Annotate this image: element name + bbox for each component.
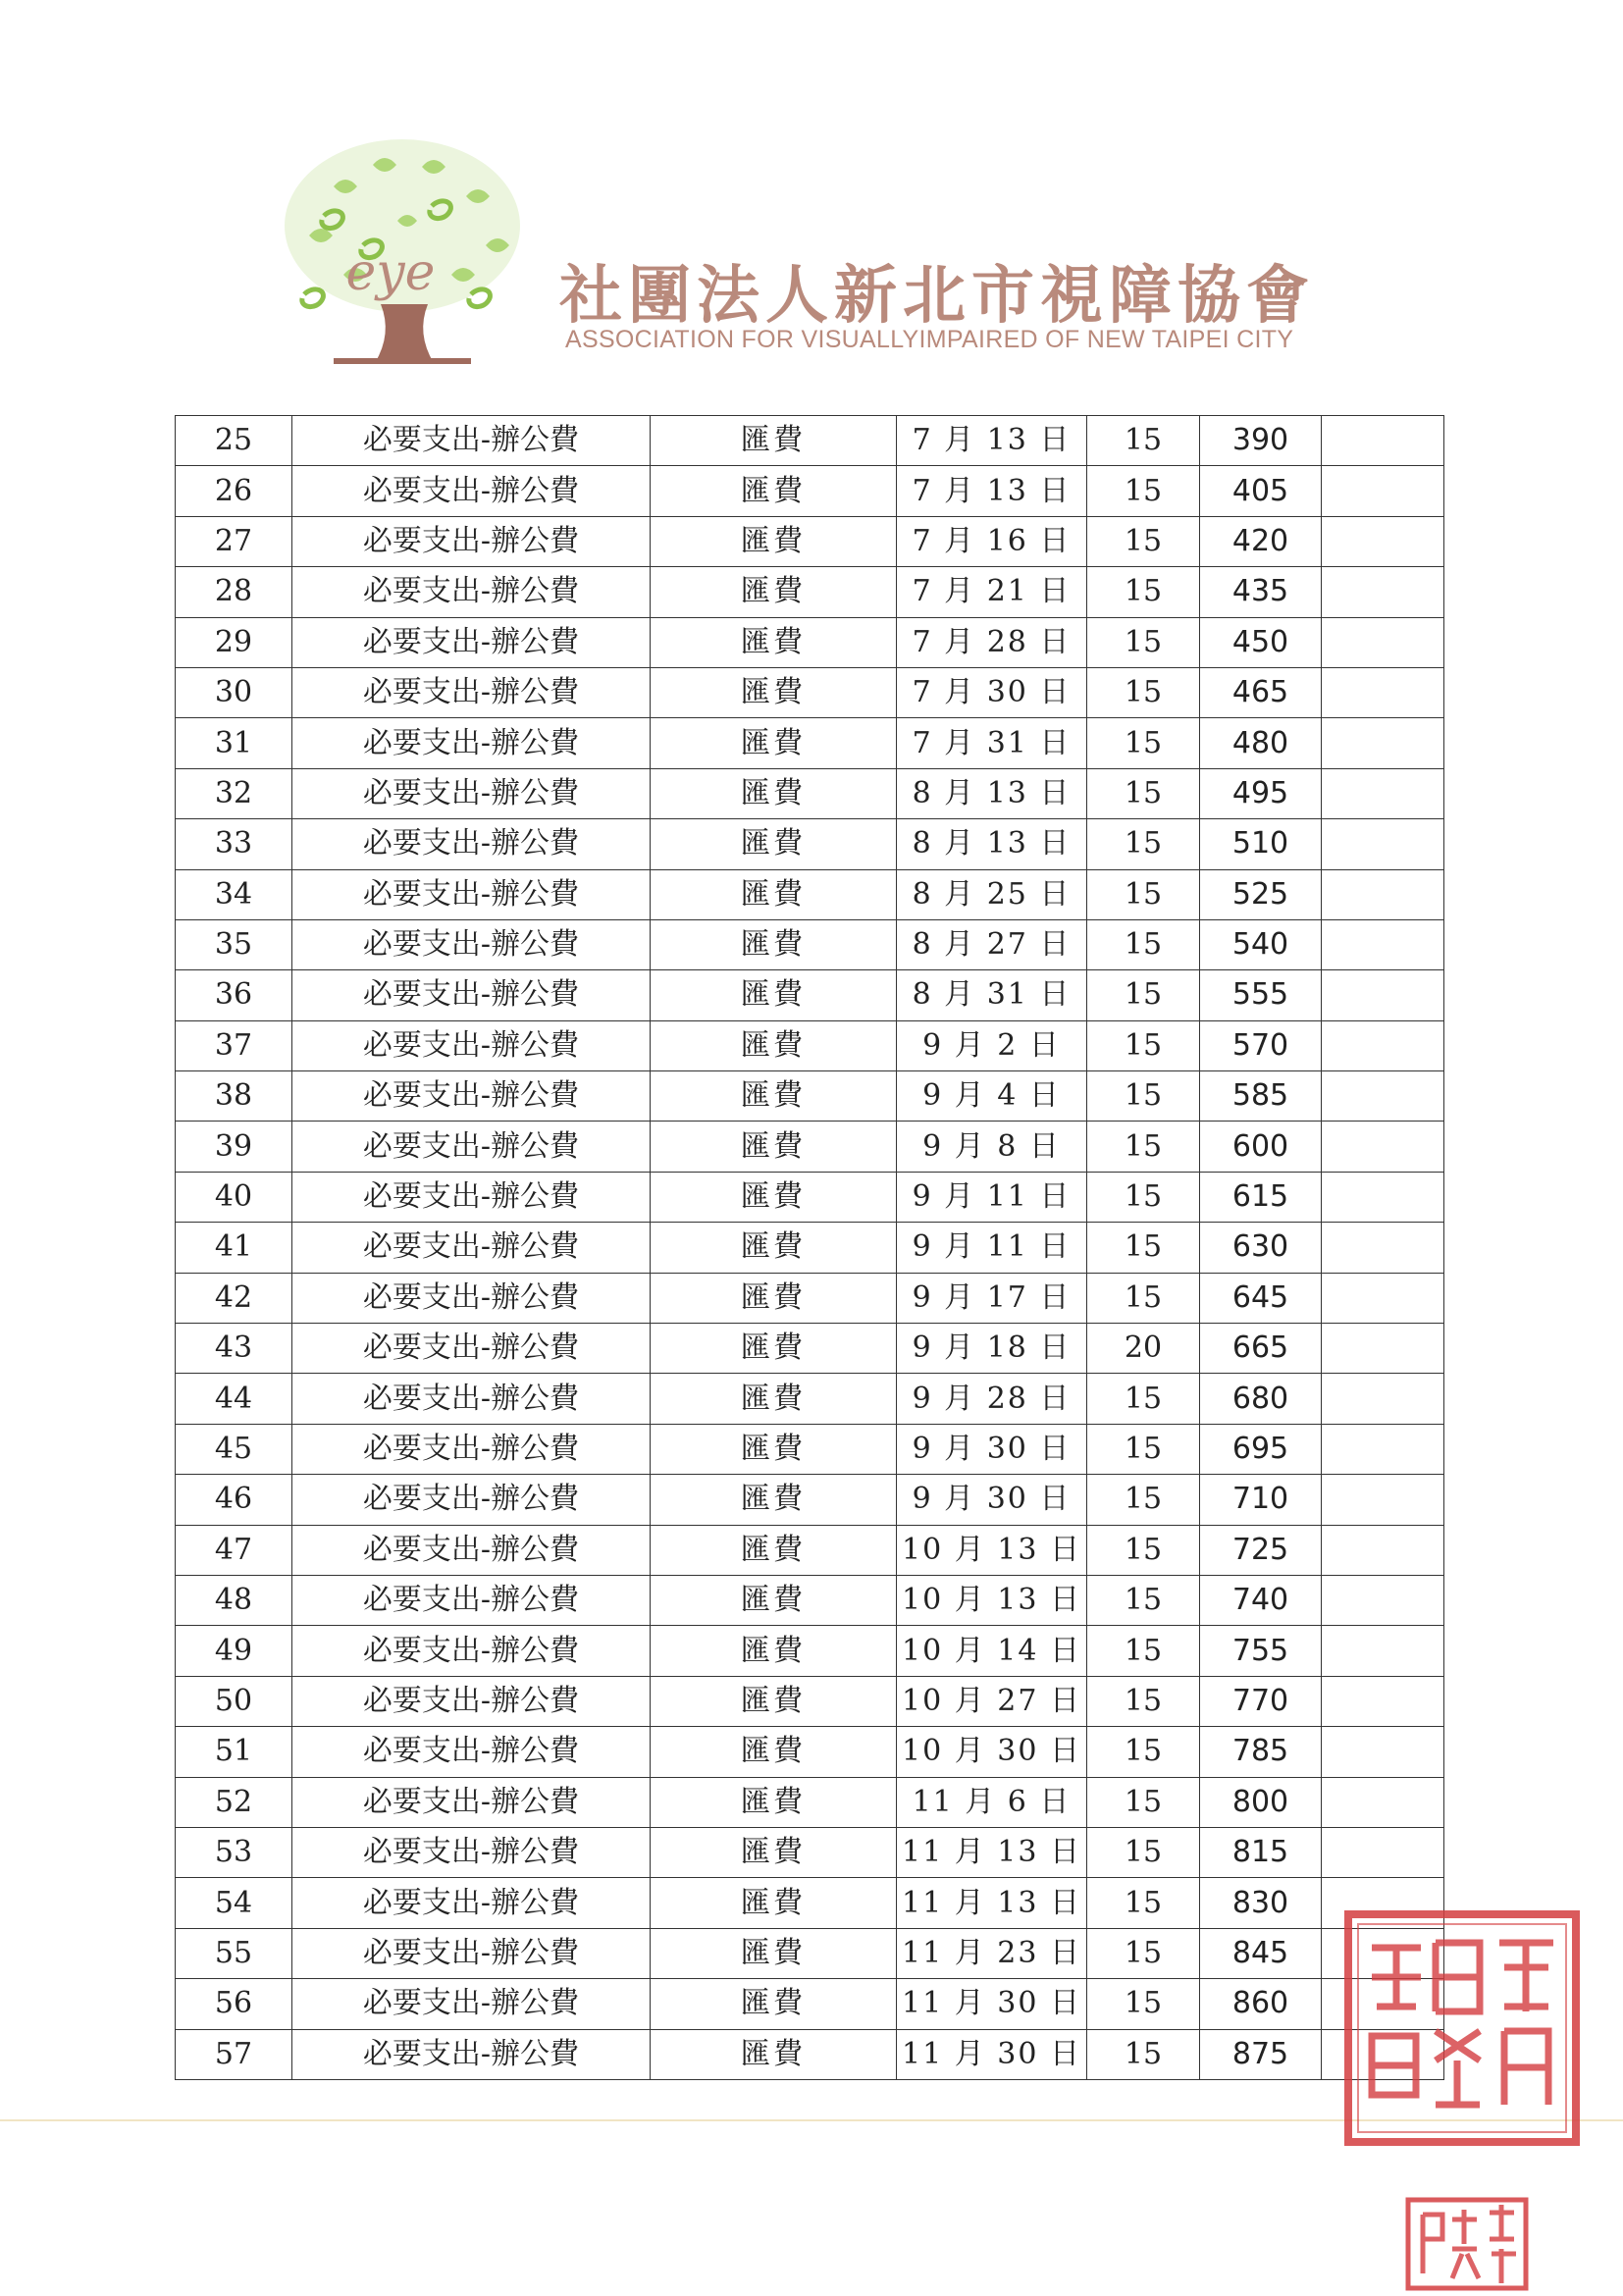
row-balance: 450 [1200, 617, 1322, 667]
tree-logo-icon [265, 128, 540, 373]
row-balance: 600 [1200, 1122, 1322, 1172]
table-row [176, 1122, 1444, 1172]
table-row [176, 466, 1444, 516]
row-balance: 645 [1200, 1273, 1322, 1323]
row-item: 必要支出-辦公費 [292, 1777, 651, 1827]
row-note [1322, 1273, 1444, 1323]
letterhead [265, 128, 1393, 383]
table-row [176, 768, 1444, 818]
row-note [1322, 1626, 1444, 1676]
row-number: 46 [176, 1475, 292, 1525]
row-item: 必要支出-辦公費 [292, 1223, 651, 1273]
row-amount: 15 [1087, 1777, 1200, 1827]
row-amount: 15 [1087, 768, 1200, 818]
row-amount: 15 [1087, 416, 1200, 466]
row-number: 32 [176, 768, 292, 818]
row-balance: 740 [1200, 1575, 1322, 1625]
row-date: 9 月 28 日 [897, 1374, 1087, 1424]
row-method: 匯費 [651, 1777, 897, 1827]
table-row [176, 2029, 1444, 2079]
row-method: 匯費 [651, 1374, 897, 1424]
row-balance: 680 [1200, 1374, 1322, 1424]
row-date: 9 月 17 日 [897, 1273, 1087, 1323]
table-row [176, 919, 1444, 969]
row-amount: 15 [1087, 1223, 1200, 1273]
row-item: 必要支出-辦公費 [292, 869, 651, 919]
row-amount: 15 [1087, 667, 1200, 717]
row-method: 匯費 [651, 1575, 897, 1625]
row-item: 必要支出-辦公費 [292, 1525, 651, 1575]
row-item: 必要支出-辦公費 [292, 1273, 651, 1323]
row-method: 匯費 [651, 768, 897, 818]
association-seal-icon [1342, 1908, 1582, 2148]
row-date: 8 月 13 日 [897, 768, 1087, 818]
row-balance: 525 [1200, 869, 1322, 919]
row-date: 9 月 4 日 [897, 1071, 1087, 1122]
row-item: 必要支出-辦公費 [292, 1878, 651, 1928]
row-note [1322, 1475, 1444, 1525]
row-item: 必要支出-辦公費 [292, 1374, 651, 1424]
row-balance: 725 [1200, 1525, 1322, 1575]
row-number: 34 [176, 869, 292, 919]
row-balance: 770 [1200, 1676, 1322, 1726]
row-note [1322, 1827, 1444, 1877]
row-amount: 15 [1087, 2029, 1200, 2079]
row-item: 必要支出-辦公費 [292, 970, 651, 1020]
row-number: 28 [176, 567, 292, 617]
row-date: 10 月 27 日 [897, 1676, 1087, 1726]
row-note [1322, 919, 1444, 969]
row-number: 57 [176, 2029, 292, 2079]
row-item: 必要支出-辦公費 [292, 2029, 651, 2079]
row-balance: 570 [1200, 1020, 1322, 1070]
row-number: 42 [176, 1273, 292, 1323]
logo-text: eye [345, 243, 436, 302]
table-row [176, 1324, 1444, 1374]
row-balance: 755 [1200, 1626, 1322, 1676]
row-number: 41 [176, 1223, 292, 1273]
row-amount: 15 [1087, 567, 1200, 617]
row-date: 11 月 30 日 [897, 1979, 1087, 2029]
row-number: 25 [176, 416, 292, 466]
table-row [176, 1928, 1444, 1978]
row-method: 匯費 [651, 516, 897, 566]
row-note [1322, 1777, 1444, 1827]
table-row [176, 1827, 1444, 1877]
row-balance: 405 [1200, 466, 1322, 516]
row-item: 必要支出-辦公費 [292, 466, 651, 516]
row-amount: 15 [1087, 466, 1200, 516]
row-item: 必要支出-辦公費 [292, 1928, 651, 1978]
row-amount: 15 [1087, 1374, 1200, 1424]
row-date: 8 月 31 日 [897, 970, 1087, 1020]
row-number: 49 [176, 1626, 292, 1676]
row-note [1322, 1575, 1444, 1625]
row-note [1322, 1122, 1444, 1172]
table-row [176, 1071, 1444, 1122]
row-note [1322, 1020, 1444, 1070]
org-name-en: ASSOCIATION FOR VISUALLYIMPAIRED OF NEW TAIPEI CITY [565, 326, 1294, 353]
row-balance: 390 [1200, 416, 1322, 466]
row-amount: 15 [1087, 1273, 1200, 1323]
row-item: 必要支出-辦公費 [292, 1827, 651, 1877]
row-date: 8 月 13 日 [897, 819, 1087, 869]
row-date: 11 月 6 日 [897, 1777, 1087, 1827]
row-method: 匯費 [651, 416, 897, 466]
row-amount: 15 [1087, 1071, 1200, 1122]
table-row [176, 617, 1444, 667]
row-number: 38 [176, 1071, 292, 1122]
row-number: 30 [176, 667, 292, 717]
row-item: 必要支出-辦公費 [292, 1979, 651, 2029]
row-method: 匯費 [651, 1172, 897, 1222]
table-row [176, 1626, 1444, 1676]
row-date: 7 月 16 日 [897, 516, 1087, 566]
org-name-zh: 社團法人新北市視障協會 [559, 260, 1315, 333]
table-row [176, 567, 1444, 617]
row-balance: 480 [1200, 718, 1322, 768]
row-note [1322, 1324, 1444, 1374]
row-balance: 615 [1200, 1172, 1322, 1222]
row-amount: 15 [1087, 516, 1200, 566]
row-number: 37 [176, 1020, 292, 1070]
row-method: 匯費 [651, 1223, 897, 1273]
row-number: 26 [176, 466, 292, 516]
row-balance: 710 [1200, 1475, 1322, 1525]
row-note [1322, 667, 1444, 717]
row-item: 必要支出-辦公費 [292, 1071, 651, 1122]
row-note [1322, 416, 1444, 466]
row-method: 匯費 [651, 1475, 897, 1525]
row-date: 9 月 8 日 [897, 1122, 1087, 1172]
row-number: 56 [176, 1979, 292, 2029]
table-row [176, 1878, 1444, 1928]
row-amount: 15 [1087, 819, 1200, 869]
table-row [176, 667, 1444, 717]
row-method: 匯費 [651, 1878, 897, 1928]
row-date: 9 月 2 日 [897, 1020, 1087, 1070]
row-amount: 15 [1087, 1928, 1200, 1978]
row-number: 40 [176, 1172, 292, 1222]
row-balance: 875 [1200, 2029, 1322, 2079]
row-amount: 15 [1087, 1525, 1200, 1575]
row-balance: 695 [1200, 1424, 1322, 1474]
row-item: 必要支出-辦公費 [292, 1424, 651, 1474]
row-method: 匯費 [651, 1122, 897, 1172]
row-method: 匯費 [651, 869, 897, 919]
row-number: 48 [176, 1575, 292, 1625]
row-balance: 860 [1200, 1979, 1322, 2029]
row-amount: 15 [1087, 1878, 1200, 1928]
row-item: 必要支出-辦公費 [292, 516, 651, 566]
row-amount: 15 [1087, 1122, 1200, 1172]
row-balance: 830 [1200, 1878, 1322, 1928]
row-method: 匯費 [651, 718, 897, 768]
row-note [1322, 1374, 1444, 1424]
row-item: 必要支出-辦公費 [292, 1626, 651, 1676]
personal-seal-icon [1403, 2195, 1531, 2293]
table-row [176, 869, 1444, 919]
row-note [1322, 617, 1444, 667]
row-number: 43 [176, 1324, 292, 1374]
row-date: 8 月 25 日 [897, 869, 1087, 919]
row-date: 11 月 23 日 [897, 1928, 1087, 1978]
row-balance: 495 [1200, 768, 1322, 818]
row-method: 匯費 [651, 1727, 897, 1777]
row-item: 必要支出-辦公費 [292, 819, 651, 869]
row-date: 10 月 13 日 [897, 1575, 1087, 1625]
table-row [176, 970, 1444, 1020]
row-item: 必要支出-辦公費 [292, 1324, 651, 1374]
table-row [176, 1777, 1444, 1827]
row-balance: 630 [1200, 1223, 1322, 1273]
row-amount: 15 [1087, 1979, 1200, 2029]
expense-table-body [176, 416, 1444, 2080]
row-number: 36 [176, 970, 292, 1020]
row-balance: 540 [1200, 919, 1322, 969]
row-method: 匯費 [651, 1020, 897, 1070]
row-method: 匯費 [651, 1324, 897, 1374]
row-note [1322, 768, 1444, 818]
row-balance: 555 [1200, 970, 1322, 1020]
row-amount: 15 [1087, 869, 1200, 919]
row-item: 必要支出-辦公費 [292, 1727, 651, 1777]
table-row [176, 1223, 1444, 1273]
row-balance: 510 [1200, 819, 1322, 869]
row-method: 匯費 [651, 1525, 897, 1575]
row-number: 44 [176, 1374, 292, 1424]
row-method: 匯費 [651, 1071, 897, 1122]
row-note [1322, 466, 1444, 516]
row-amount: 15 [1087, 1626, 1200, 1676]
row-method: 匯費 [651, 1928, 897, 1978]
table-row [176, 1676, 1444, 1726]
table-row [176, 1475, 1444, 1525]
row-amount: 15 [1087, 1827, 1200, 1877]
row-item: 必要支出-辦公費 [292, 1020, 651, 1070]
table-row [176, 1575, 1444, 1625]
row-balance: 800 [1200, 1777, 1322, 1827]
row-item: 必要支出-辦公費 [292, 1676, 651, 1726]
row-note [1322, 1071, 1444, 1122]
table-row [176, 718, 1444, 768]
row-date: 9 月 30 日 [897, 1424, 1087, 1474]
row-method: 匯費 [651, 667, 897, 717]
row-method: 匯費 [651, 617, 897, 667]
row-number: 54 [176, 1878, 292, 1928]
row-number: 31 [176, 718, 292, 768]
row-balance: 665 [1200, 1324, 1322, 1374]
row-amount: 15 [1087, 1676, 1200, 1726]
row-number: 29 [176, 617, 292, 667]
table-row [176, 1374, 1444, 1424]
row-amount: 15 [1087, 617, 1200, 667]
row-item: 必要支出-辦公費 [292, 667, 651, 717]
row-note [1322, 869, 1444, 919]
row-balance: 815 [1200, 1827, 1322, 1877]
row-note [1322, 1424, 1444, 1474]
row-method: 匯費 [651, 919, 897, 969]
table-row [176, 1979, 1444, 2029]
row-balance: 435 [1200, 567, 1322, 617]
row-date: 11 月 13 日 [897, 1878, 1087, 1928]
row-item: 必要支出-辦公費 [292, 617, 651, 667]
row-method: 匯費 [651, 1626, 897, 1676]
row-date: 7 月 13 日 [897, 416, 1087, 466]
row-date: 10 月 13 日 [897, 1525, 1087, 1575]
expense-table [175, 415, 1444, 2080]
row-note [1322, 1172, 1444, 1222]
row-balance: 785 [1200, 1727, 1322, 1777]
row-amount: 15 [1087, 1172, 1200, 1222]
row-method: 匯費 [651, 970, 897, 1020]
row-note [1322, 1223, 1444, 1273]
row-date: 11 月 30 日 [897, 2029, 1087, 2079]
row-amount: 15 [1087, 1575, 1200, 1625]
row-note [1322, 718, 1444, 768]
row-number: 50 [176, 1676, 292, 1726]
row-balance: 585 [1200, 1071, 1322, 1122]
row-balance: 845 [1200, 1928, 1322, 1978]
row-item: 必要支出-辦公費 [292, 919, 651, 969]
row-note [1322, 1727, 1444, 1777]
row-amount: 15 [1087, 1020, 1200, 1070]
row-date: 7 月 21 日 [897, 567, 1087, 617]
row-item: 必要支出-辦公費 [292, 718, 651, 768]
row-number: 39 [176, 1122, 292, 1172]
row-date: 9 月 11 日 [897, 1223, 1087, 1273]
row-method: 匯費 [651, 567, 897, 617]
row-item: 必要支出-辦公費 [292, 1575, 651, 1625]
row-item: 必要支出-辦公費 [292, 1475, 651, 1525]
row-date: 7 月 31 日 [897, 718, 1087, 768]
row-note [1322, 1676, 1444, 1726]
table-row [176, 819, 1444, 869]
row-item: 必要支出-辦公費 [292, 768, 651, 818]
row-method: 匯費 [651, 819, 897, 869]
row-item: 必要支出-辦公費 [292, 1172, 651, 1222]
row-item: 必要支出-辦公費 [292, 416, 651, 466]
row-number: 27 [176, 516, 292, 566]
row-number: 47 [176, 1525, 292, 1575]
row-number: 52 [176, 1777, 292, 1827]
table-row [176, 416, 1444, 466]
row-date: 9 月 18 日 [897, 1324, 1087, 1374]
row-balance: 420 [1200, 516, 1322, 566]
row-amount: 15 [1087, 919, 1200, 969]
row-date: 9 月 30 日 [897, 1475, 1087, 1525]
row-amount: 15 [1087, 1727, 1200, 1777]
row-number: 51 [176, 1727, 292, 1777]
row-date: 11 月 13 日 [897, 1827, 1087, 1877]
row-number: 55 [176, 1928, 292, 1978]
row-date: 7 月 13 日 [897, 466, 1087, 516]
row-note [1322, 1525, 1444, 1575]
row-amount: 15 [1087, 1424, 1200, 1474]
row-method: 匯費 [651, 1273, 897, 1323]
table-row [176, 1727, 1444, 1777]
row-amount: 15 [1087, 1475, 1200, 1525]
row-date: 9 月 11 日 [897, 1172, 1087, 1222]
row-date: 8 月 27 日 [897, 919, 1087, 969]
table-row [176, 1172, 1444, 1222]
row-method: 匯費 [651, 1979, 897, 2029]
row-note [1322, 819, 1444, 869]
row-amount: 15 [1087, 970, 1200, 1020]
row-amount: 15 [1087, 718, 1200, 768]
table-row [176, 1273, 1444, 1323]
row-date: 10 月 30 日 [897, 1727, 1087, 1777]
row-number: 35 [176, 919, 292, 969]
row-number: 33 [176, 819, 292, 869]
row-amount: 20 [1087, 1324, 1200, 1374]
row-date: 10 月 14 日 [897, 1626, 1087, 1676]
row-balance: 465 [1200, 667, 1322, 717]
row-method: 匯費 [651, 1827, 897, 1877]
row-item: 必要支出-辦公費 [292, 1122, 651, 1172]
row-date: 7 月 28 日 [897, 617, 1087, 667]
row-method: 匯費 [651, 466, 897, 516]
row-note [1322, 970, 1444, 1020]
row-method: 匯費 [651, 1676, 897, 1726]
row-number: 53 [176, 1827, 292, 1877]
row-item: 必要支出-辦公費 [292, 567, 651, 617]
row-note [1322, 567, 1444, 617]
row-number: 45 [176, 1424, 292, 1474]
table-row [176, 1525, 1444, 1575]
row-method: 匯費 [651, 1424, 897, 1474]
table-row [176, 1424, 1444, 1474]
table-row [176, 516, 1444, 566]
table-row [176, 1020, 1444, 1070]
row-date: 7 月 30 日 [897, 667, 1087, 717]
row-method: 匯費 [651, 2029, 897, 2079]
row-note [1322, 516, 1444, 566]
